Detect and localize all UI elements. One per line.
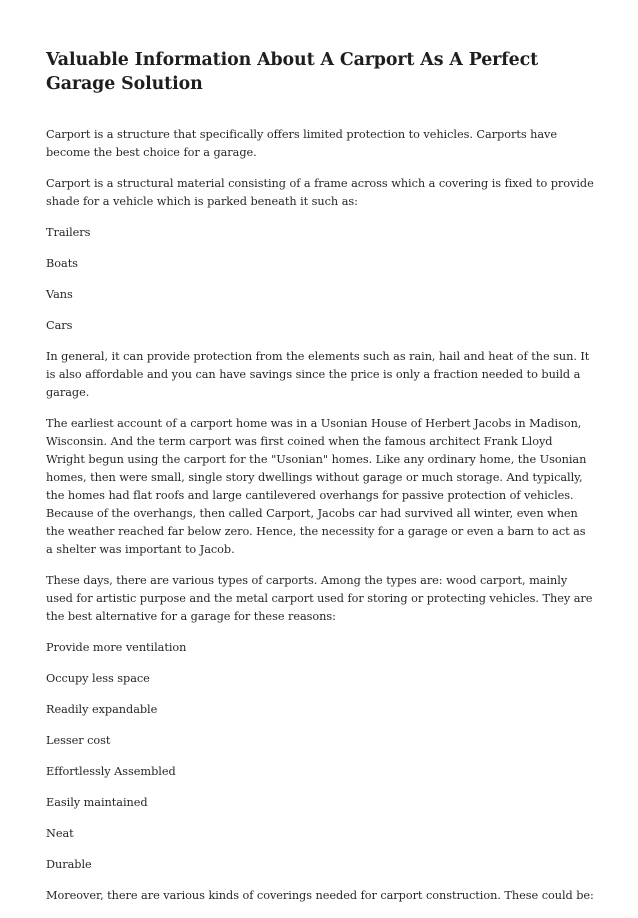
body-paragraph: In general, it can provide protection from the elements such as rain, hail and heat of the sun. It is also affordable and you can have savings since the price is only a fraction needed to build a garage.	[46, 350, 590, 399]
body-paragraph: Carport is a structure that specifically offers limited protection to vehicles. Carports have become the best choice for a garage.	[46, 128, 557, 159]
list-item: Lesser cost	[46, 734, 111, 747]
body-paragraph: Moreover, there are various kinds of coverings needed for carport construction. These could be:	[46, 889, 594, 902]
document-title: Valuable Information About A Carport As A Perfect Garage Solution	[46, 50, 538, 94]
body-paragraph: Carport is a structural material consisting of a frame across which a covering is fixed to provide shade for a vehicle which is parked beneath it such as:	[46, 177, 594, 208]
body-paragraph: The earliest account of a carport home was in a Usonian House of Herbert Jacobs in Madison, Wisconsin. And the term carport was first coined when the famous architect Frank Lloyd Wright begun using the carport for the "Usonian" homes. Like any ordinary home, the Usonian homes, then were small, single story dwellings without garage or much storage. And typically, the homes had flat roofs and large cantilevered overhangs for passive protection of vehicles. Because of the overhangs, then called Carport, Jacobs car had survived all winter, even when the weather reached far below zero. Hence, the necessity for a garage or even a barn to act as a shelter was important to Jacob.	[46, 417, 587, 556]
list-item: Vans	[46, 288, 73, 301]
document-body	[46, 126, 594, 905]
list-item: Occupy less space	[46, 672, 150, 685]
list-item: Easily maintained	[46, 796, 148, 809]
list-item: Durable	[46, 858, 92, 871]
list-item: Effortlessly Assembled	[46, 765, 176, 778]
document-page	[46, 48, 594, 918]
list-item: Trailers	[46, 226, 91, 239]
list-item: Cars	[46, 319, 73, 332]
list-item: Neat	[46, 827, 74, 840]
list-item: Readily expandable	[46, 703, 158, 716]
list-item: Boats	[46, 257, 78, 270]
list-item: Provide more ventilation	[46, 641, 187, 654]
body-paragraph: These days, there are various types of carports. Among the types are: wood carport, mainly used for artistic purpose and the metal carport used for storing or protecting vehicles. They are the best alternative for a garage for these reasons:	[46, 574, 593, 623]
